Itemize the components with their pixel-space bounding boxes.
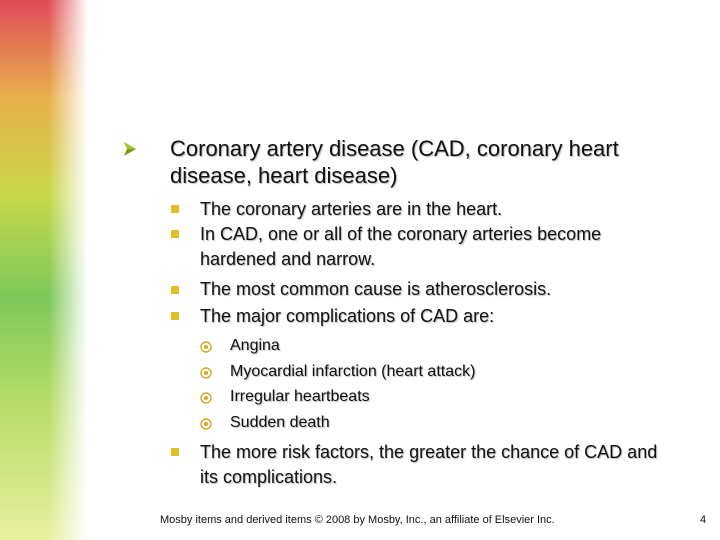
- main-bullet-text: Coronary artery disease (CAD, coronary heart disease, heart disease): [170, 136, 619, 188]
- square-bullet-icon: [170, 447, 180, 457]
- sub-bullet-text: In CAD, one or all of the coronary arteries become hardened and narrow.: [200, 224, 602, 269]
- flower-bullet-icon: [200, 392, 212, 404]
- sub-bullet-text: The more risk factors, the greater the chance of CAD and its complications.: [200, 442, 658, 487]
- complication-item: Sudden death: [230, 414, 330, 431]
- copyright-footer: Mosby items and derived items © 2008 by Mosby, Inc., an affiliate of Elsevier Inc.: [160, 514, 555, 526]
- sub-bullet-text: The major complications of CAD are:: [200, 306, 495, 326]
- decorative-side-stripe: [0, 0, 88, 540]
- page-number: 4: [700, 514, 707, 526]
- square-bullet-icon: [170, 229, 180, 239]
- square-bullet-icon: [170, 285, 180, 295]
- flower-bullet-icon: [200, 341, 212, 353]
- square-bullet-icon: [170, 204, 180, 214]
- square-bullet-icon: [170, 311, 180, 321]
- arrow-bullet-icon: [122, 141, 138, 157]
- sub-bullet-text: The most common cause is atherosclerosis.: [200, 279, 552, 299]
- flower-bullet-icon: [200, 418, 212, 430]
- complication-item: Angina: [230, 337, 280, 354]
- complication-item: Myocardial infarction (heart attack): [230, 363, 476, 380]
- sub-bullet-text: The coronary arteries are in the heart.: [200, 199, 503, 219]
- flower-bullet-icon: [200, 367, 212, 379]
- complication-item: Irregular heartbeats: [230, 388, 370, 405]
